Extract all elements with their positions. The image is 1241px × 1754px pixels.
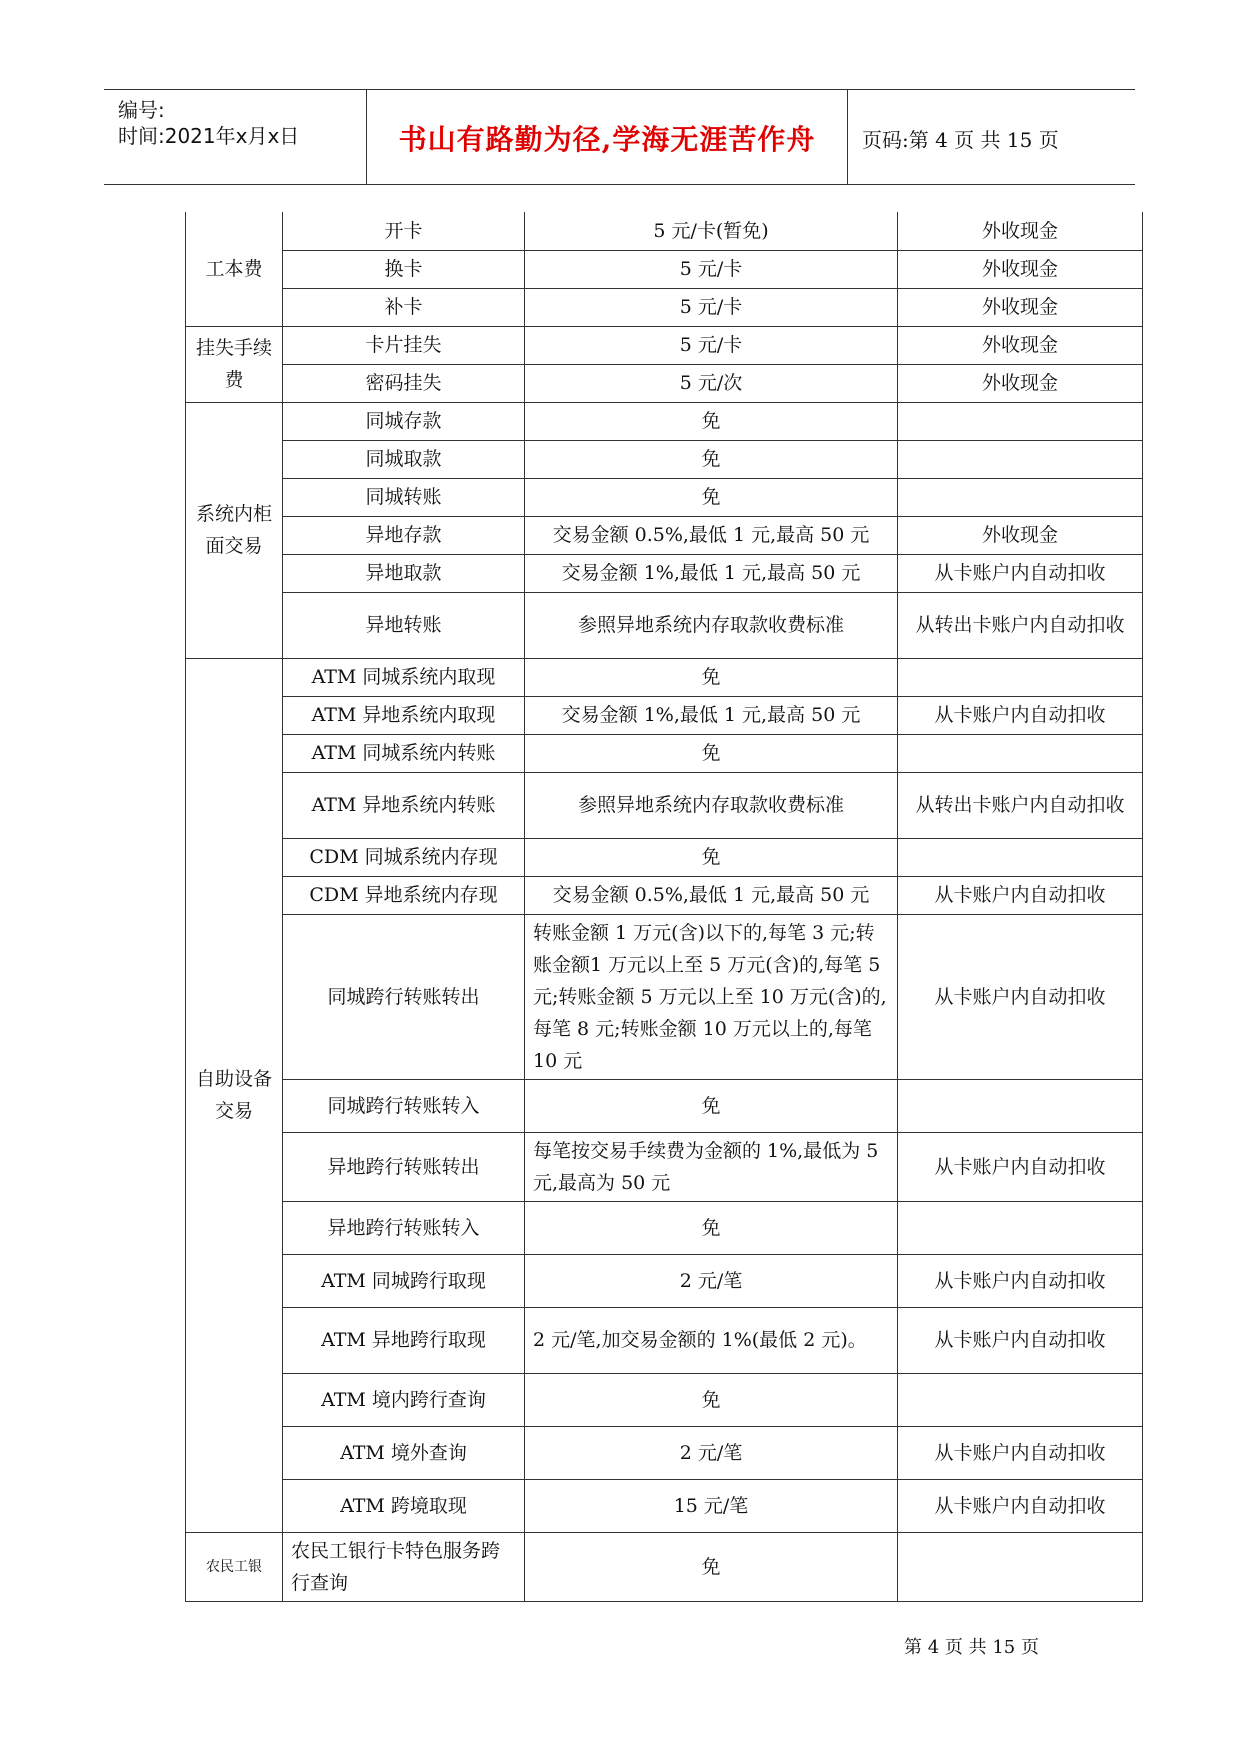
- item-cell: 异地跨行转账转出: [283, 1132, 525, 1201]
- fee-cell: 交易金额 1%,最低 1 元,最高 50 元: [525, 696, 898, 734]
- table-row: [186, 1132, 1143, 1201]
- method-cell: [898, 1373, 1143, 1426]
- method-cell: 从卡账户内自动扣收: [898, 876, 1143, 914]
- method-cell: 外收现金: [898, 212, 1143, 250]
- item-cell: 卡片挂失: [283, 326, 525, 364]
- fee-cell: 免: [525, 1079, 898, 1132]
- item-cell: 异地存款: [283, 516, 525, 554]
- method-cell: 从卡账户内自动扣收: [898, 1426, 1143, 1479]
- method-cell: 外收现金: [898, 326, 1143, 364]
- fee-cell: 每笔按交易手续费为金额的 1%,最低为 5 元,最高为 50 元: [525, 1132, 898, 1201]
- method-cell: [898, 478, 1143, 516]
- item-cell: 同城存款: [283, 402, 525, 440]
- category-cell: 挂失手续费: [186, 326, 283, 402]
- item-cell: ATM 境内跨行查询: [283, 1373, 525, 1426]
- method-cell: [898, 1532, 1143, 1601]
- item-cell: 异地转账: [283, 592, 525, 658]
- table-row: [186, 592, 1143, 658]
- item-cell: ATM 同城系统内取现: [283, 658, 525, 696]
- method-cell: 外收现金: [898, 516, 1143, 554]
- item-cell: ATM 境外查询: [283, 1426, 525, 1479]
- fee-cell: 2 元/笔,加交易金额的 1%(最低 2 元)。: [525, 1307, 898, 1373]
- item-cell: ATM 异地跨行取现: [283, 1307, 525, 1373]
- fee-cell: 免: [525, 1532, 898, 1601]
- fee-cell: 免: [525, 440, 898, 478]
- item-cell: ATM 异地系统内取现: [283, 696, 525, 734]
- fee-table: [185, 212, 1143, 1602]
- table-row: [186, 516, 1143, 554]
- page-footer: 第 4 页 共 15 页: [904, 1637, 1039, 1658]
- method-cell: 从卡账户内自动扣收: [898, 554, 1143, 592]
- item-cell: 补卡: [283, 288, 525, 326]
- fee-cell: 免: [525, 1373, 898, 1426]
- fee-cell: 5 元/卡: [525, 326, 898, 364]
- fee-cell: 免: [525, 658, 898, 696]
- document-time-label: 时间:2021年x月x日: [118, 124, 300, 148]
- item-cell: 同城转账: [283, 478, 525, 516]
- method-cell: 外收现金: [898, 250, 1143, 288]
- fee-cell: 交易金额 0.5%,最低 1 元,最高 50 元: [525, 516, 898, 554]
- item-cell: CDM 同城系统内存现: [283, 838, 525, 876]
- table-row: [186, 838, 1143, 876]
- category-cell: 工本费: [186, 212, 283, 326]
- table-row: [186, 440, 1143, 478]
- category-cell: 自助设备交易: [186, 658, 283, 1532]
- fee-cell: 免: [525, 734, 898, 772]
- fee-cell: 15 元/笔: [525, 1479, 898, 1532]
- method-cell: 从卡账户内自动扣收: [898, 1254, 1143, 1307]
- method-cell: 外收现金: [898, 288, 1143, 326]
- method-cell: [898, 1079, 1143, 1132]
- fee-cell: 参照异地系统内存取款收费标准: [525, 592, 898, 658]
- header-page-cell: [848, 90, 1135, 184]
- method-cell: 从转出卡账户内自动扣收: [898, 592, 1143, 658]
- method-cell: 从卡账户内自动扣收: [898, 914, 1143, 1079]
- table-row: [186, 250, 1143, 288]
- method-cell: [898, 734, 1143, 772]
- table-row: [186, 734, 1143, 772]
- item-cell: CDM 异地系统内存现: [283, 876, 525, 914]
- header-info-cell: [104, 90, 367, 184]
- fee-cell: 免: [525, 402, 898, 440]
- table-row: [186, 914, 1143, 1079]
- header-slogan-cell: [367, 90, 848, 184]
- category-cell: 系统内柜面交易: [186, 402, 283, 658]
- item-cell: ATM 异地系统内转账: [283, 772, 525, 838]
- fee-cell: 2 元/笔: [525, 1426, 898, 1479]
- item-cell: ATM 跨境取现: [283, 1479, 525, 1532]
- fee-cell: 5 元/卡: [525, 288, 898, 326]
- item-cell: 换卡: [283, 250, 525, 288]
- table-row: [186, 1532, 1143, 1601]
- header-page-label: 页码:第 4 页 共 15 页: [862, 128, 1059, 152]
- document-number-label: 编号:: [118, 98, 165, 122]
- table-row: [186, 658, 1143, 696]
- table-row: [186, 1373, 1143, 1426]
- item-cell: 异地跨行转账转入: [283, 1201, 525, 1254]
- fee-cell: 5 元/次: [525, 364, 898, 402]
- table-row: [186, 326, 1143, 364]
- table-row: [186, 554, 1143, 592]
- method-cell: 从卡账户内自动扣收: [898, 1307, 1143, 1373]
- table-row: [186, 212, 1143, 250]
- method-cell: 外收现金: [898, 364, 1143, 402]
- category-cell: 农民工银: [186, 1532, 283, 1601]
- item-cell: ATM 同城系统内转账: [283, 734, 525, 772]
- method-cell: 从卡账户内自动扣收: [898, 1132, 1143, 1201]
- fee-cell: 交易金额 0.5%,最低 1 元,最高 50 元: [525, 876, 898, 914]
- table-row: [186, 772, 1143, 838]
- header-slogan: 书山有路勤为径,学海无涯苦作舟: [398, 123, 816, 156]
- fee-cell: 参照异地系统内存取款收费标准: [525, 772, 898, 838]
- item-cell: 同城跨行转账转入: [283, 1079, 525, 1132]
- table-row: [186, 288, 1143, 326]
- table-row: [186, 1201, 1143, 1254]
- table-row: [186, 478, 1143, 516]
- table-row: [186, 1426, 1143, 1479]
- method-cell: 从卡账户内自动扣收: [898, 1479, 1143, 1532]
- item-cell: 同城取款: [283, 440, 525, 478]
- item-cell: 异地取款: [283, 554, 525, 592]
- fee-cell: 免: [525, 1201, 898, 1254]
- page-header: [104, 89, 1135, 185]
- method-cell: [898, 658, 1143, 696]
- method-cell: [898, 402, 1143, 440]
- fee-cell: 2 元/笔: [525, 1254, 898, 1307]
- table-row: [186, 876, 1143, 914]
- fee-cell: 免: [525, 478, 898, 516]
- table-row: [186, 696, 1143, 734]
- fee-cell: 交易金额 1%,最低 1 元,最高 50 元: [525, 554, 898, 592]
- method-cell: 从转出卡账户内自动扣收: [898, 772, 1143, 838]
- table-row: [186, 1479, 1143, 1532]
- item-cell: 开卡: [283, 212, 525, 250]
- item-cell: ATM 同城跨行取现: [283, 1254, 525, 1307]
- method-cell: [898, 838, 1143, 876]
- fee-cell: 5 元/卡: [525, 250, 898, 288]
- table-row: [186, 1254, 1143, 1307]
- fee-cell: 转账金额 1 万元(含)以下的,每笔 3 元;转账金额1 万元以上至 5 万元(含)的,每笔 5 元;转账金额 5 万元以上至 10 万元(含)的,每笔 8 元;转账金额 10 万元以上的,每笔 10 元: [525, 914, 898, 1079]
- item-cell: 同城跨行转账转出: [283, 914, 525, 1079]
- item-cell: 农民工银行卡特色服务跨行查询: [283, 1532, 525, 1601]
- fee-cell: 5 元/卡(暂免): [525, 212, 898, 250]
- table-row: [186, 1307, 1143, 1373]
- item-cell: 密码挂失: [283, 364, 525, 402]
- table-row: [186, 402, 1143, 440]
- table-row: [186, 364, 1143, 402]
- table-row: [186, 1079, 1143, 1132]
- method-cell: [898, 440, 1143, 478]
- fee-cell: 免: [525, 838, 898, 876]
- method-cell: [898, 1201, 1143, 1254]
- method-cell: 从卡账户内自动扣收: [898, 696, 1143, 734]
